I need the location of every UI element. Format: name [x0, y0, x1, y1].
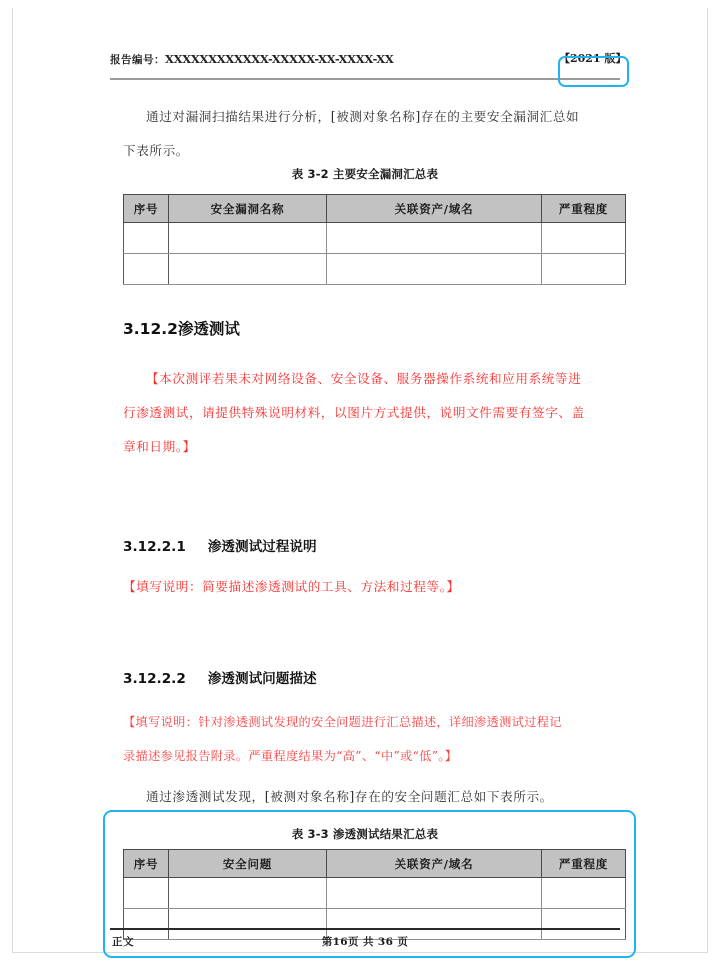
section-3-12-2-note-line-2: 行渗透测试，请提供特殊说明材料，以图片方式提供，说明文件需要有签字、盖 — [123, 405, 585, 420]
table-3-3 — [123, 849, 626, 940]
table-3-2-col-0: 序号 — [124, 195, 169, 223]
table-3-3-caption-prefix: 表 — [291, 827, 304, 841]
table-3-2-caption — [110, 166, 620, 182]
table-3-3-caption-number: 3-3 — [307, 827, 329, 841]
version-badge: 【2021 版】 — [559, 52, 627, 65]
table-3-2-header-row — [124, 195, 626, 223]
table-3-3-caption-title: 渗透测试结果汇总表 — [332, 827, 439, 841]
table-row — [124, 878, 626, 909]
table-3-2-cell-r0c2 — [327, 223, 542, 254]
table-3-2-caption-prefix: 表 — [291, 167, 304, 181]
table-3-3-col-2: 关联资产/域名 — [327, 850, 542, 878]
intro-paragraph-line-2: 下表所示。 — [123, 143, 189, 158]
heading-3-12-2 — [123, 317, 240, 339]
table-3-3-cell-r0c2 — [327, 878, 542, 909]
table-3-3-cell-r0c0 — [124, 878, 169, 909]
table-3-2-col-3: 严重程度 — [542, 195, 626, 223]
section-3-12-2-2-note-line-2: 录描述参见报告附录。严重程度结果为“高”、“中”或“低”。】 — [123, 749, 458, 763]
header-rule — [110, 78, 620, 80]
section-3-12-2-note-line-1: 【本次测评若果未对网络设备、安全设备、服务器操作系统和应用系统等进 — [146, 371, 582, 386]
heading-3-12-2-1-number: 3.12.2.1 — [123, 539, 186, 555]
table-3-3-header-row — [124, 850, 626, 878]
report-number-value: XXXXXXXXXXXX-XXXXX-XX-XXXX-XX — [165, 52, 394, 66]
table-3-2-caption-title: 主要安全漏洞汇总表 — [332, 167, 439, 181]
document-page — [12, 8, 708, 953]
footer-section-label: 正文 — [112, 936, 134, 948]
heading-3-12-2-2-number: 3.12.2.2 — [123, 671, 186, 687]
page-footer — [110, 928, 620, 954]
table-3-2-cell-r1c0 — [124, 254, 169, 285]
section-3-12-2-1-note: 【填写说明：简要描述渗透测试的工具、方法和过程等。】 — [123, 579, 460, 594]
table-3-2-cell-r1c1 — [169, 254, 327, 285]
table-row — [124, 223, 626, 254]
table-3-2-col-2: 关联资产/域名 — [327, 195, 542, 223]
table-3-2-cell-r0c3 — [542, 223, 626, 254]
heading-3-12-2-title: 渗透测试 — [177, 320, 240, 338]
heading-3-12-2-2-title: 渗透测试问题描述 — [207, 671, 317, 687]
section-3-12-2-note-line-3: 章和日期。】 — [123, 439, 196, 454]
report-number-label: 报告编号： — [110, 54, 165, 66]
section-3-12-2-2-paragraph: 通过渗透测试发现，[被测对象名称]存在的安全问题汇总如下表所示。 — [146, 789, 553, 804]
heading-3-12-2-1 — [123, 535, 317, 555]
section-3-12-2-2-note-line-1: 【填写说明：针对渗透测试发现的安全问题进行汇总描述，详细渗透测试过程记 — [123, 715, 562, 729]
report-number — [110, 52, 393, 67]
footer-rule — [110, 928, 620, 930]
table-3-2-cell-r0c1 — [169, 223, 327, 254]
table-3-3-col-3: 严重程度 — [542, 850, 626, 878]
heading-3-12-2-number: 3.12.2 — [123, 320, 178, 338]
table-3-3-caption — [110, 826, 620, 842]
table-3-2-col-1: 安全漏洞名称 — [169, 195, 327, 223]
table-3-2 — [123, 194, 626, 285]
heading-3-12-2-2 — [123, 667, 317, 687]
table-3-3-cell-r0c1 — [169, 878, 327, 909]
footer-page-number: 第16页 共 36 页 — [321, 936, 409, 948]
table-3-3-cell-r0c3 — [542, 878, 626, 909]
intro-paragraph-line-1: 通过对漏洞扫描结果进行分析，[被测对象名称]存在的主要安全漏洞汇总如 — [146, 109, 580, 124]
heading-3-12-2-1-title: 渗透测试过程说明 — [207, 539, 317, 555]
table-3-2-cell-r1c3 — [542, 254, 626, 285]
table-3-2-cell-r0c0 — [124, 223, 169, 254]
page-header — [110, 50, 627, 80]
table-row — [124, 254, 626, 285]
table-3-3-col-1: 安全问题 — [169, 850, 327, 878]
table-3-2-cell-r1c2 — [327, 254, 542, 285]
table-3-2-caption-number: 3-2 — [307, 167, 329, 181]
table-3-3-col-0: 序号 — [124, 850, 169, 878]
